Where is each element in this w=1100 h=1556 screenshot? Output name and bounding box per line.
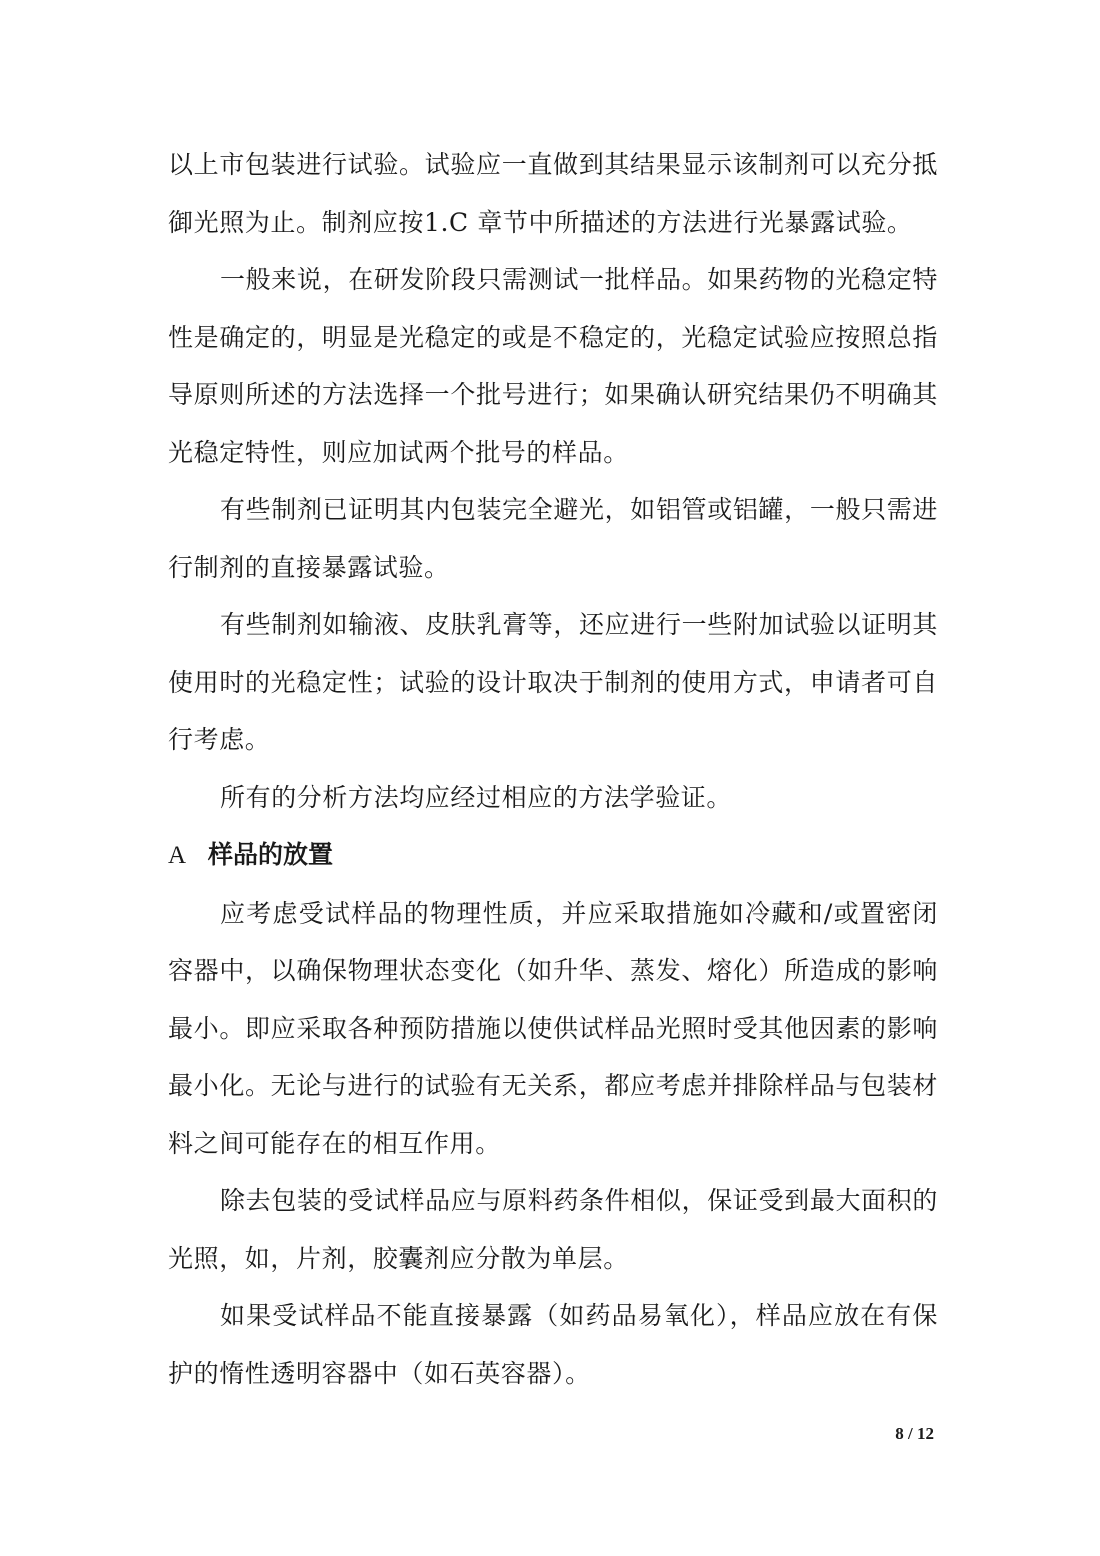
section-title: 样品的放置 <box>208 840 334 869</box>
paragraph-batch-testing: 一般来说，在研发阶段只需测试一批样品。如果药物的光稳定特性是确定的，明显是光稳定的或是不稳定的，光稳定试验应按照总指导原则所述的方法选择一个批号进行；如果确认研究结果仍不明确其光稳定特性，则应加试两个批号的样品。 <box>168 265 938 467</box>
paragraph-additional-tests: 有些制剂如输液、皮肤乳膏等，还应进行一些附加试验以证明其使用时的光稳定性；试验的设计取决于制剂的使用方式，申请者可自行考虑。 <box>168 610 938 754</box>
paragraph-unpacked-samples: 除去包装的受试样品应与原料药条件相似，保证受到最大面积的光照，如，片剂，胶囊剂应分散为单层。 <box>168 1186 938 1273</box>
paragraph-physical-properties: 应考虑受试样品的物理性质，并应采取措施如冷藏和/或置密闭容器中，以确保物理状态变化（如升华、蒸发、熔化）所造成的影响最小。即应采取各种预防措施以使供试样品光照时受其他因素的影响最小化。无论与进行的试验有无关系，都应考虑并排除样品与包装材料之间可能存在的相互作用。 <box>168 898 938 1158</box>
paragraph-light-proof-packaging: 有些制剂已证明其内包装完全避光，如铝管或铝罐，一般只需进行制剂的直接暴露试验。 <box>168 495 938 582</box>
paragraph-continuation: 以上市包装进行试验。试验应一直做到其结果显示该制剂可以充分抵御光照为止。制剂应按1.C 章节中所描述的方法进行光暴露试验。 <box>168 150 938 237</box>
paragraph-protective-container: 如果受试样品不能直接暴露（如药品易氧化），样品应放在有保护的惰性透明容器中（如石英容器）。 <box>168 1301 938 1388</box>
page-number: 8 / 12 <box>895 1424 934 1443</box>
body-text <box>168 136 938 1402</box>
section-heading <box>168 826 938 885</box>
paragraph-method-validation: 所有的分析方法均应经过相应的方法学验证。 <box>220 782 733 812</box>
section-letter: A <box>168 842 187 869</box>
